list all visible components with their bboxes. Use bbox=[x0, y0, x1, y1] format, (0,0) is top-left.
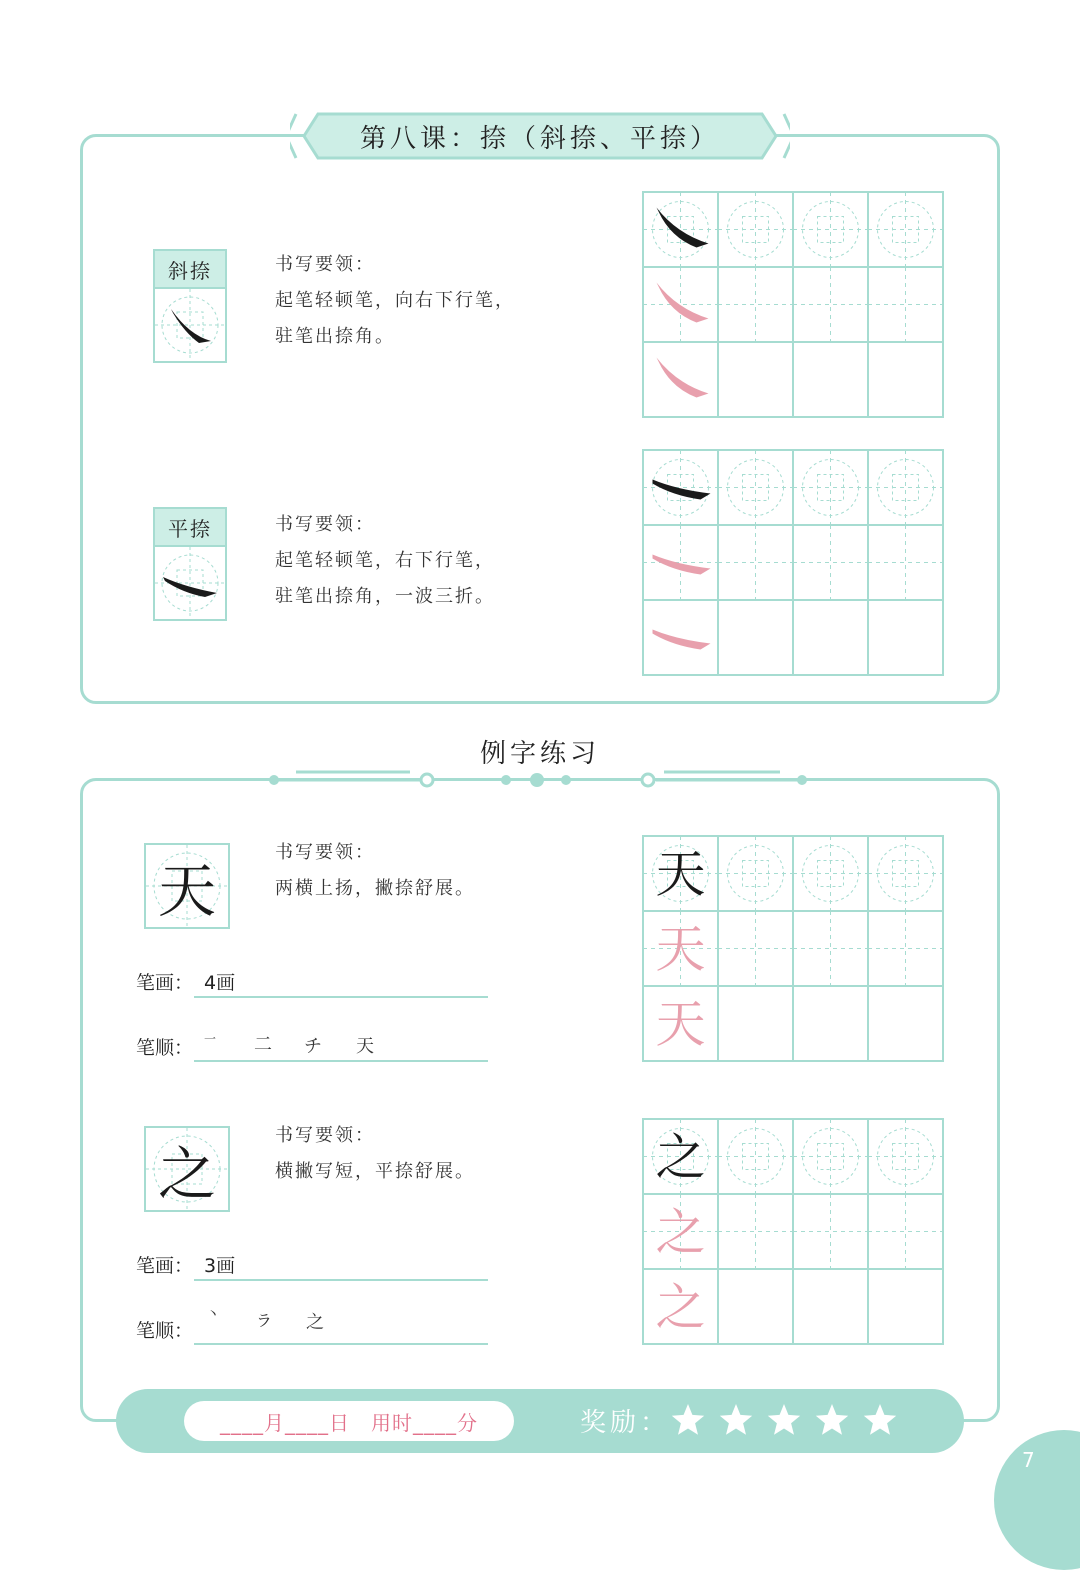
tian-grid-icon bbox=[155, 289, 225, 361]
star-icon[interactable] bbox=[720, 1404, 752, 1435]
practice-grid-ping[interactable] bbox=[642, 449, 944, 676]
practice-cell[interactable] bbox=[643, 1269, 718, 1344]
stroke-name: 斜捺 bbox=[155, 251, 225, 289]
practice-cell[interactable] bbox=[793, 911, 868, 986]
section-divider-ornament bbox=[260, 764, 820, 794]
practice-char: 天 bbox=[655, 845, 706, 904]
practice-cell[interactable] bbox=[868, 911, 943, 986]
practice-cell[interactable] bbox=[643, 342, 718, 417]
stroke-count-line bbox=[194, 996, 488, 998]
practice-cell[interactable] bbox=[718, 986, 793, 1061]
example-char-box-tian bbox=[144, 843, 230, 929]
practice-cell[interactable] bbox=[793, 1119, 868, 1194]
lesson-title-banner bbox=[290, 112, 790, 160]
stroke-count-label: 笔画： bbox=[136, 1255, 194, 1277]
reward-stars bbox=[668, 1401, 908, 1441]
reward-label: 奖励： bbox=[580, 1408, 671, 1438]
practice-char: 之 bbox=[655, 1203, 706, 1262]
practice-cell[interactable] bbox=[793, 342, 868, 417]
practice-cell[interactable] bbox=[793, 600, 868, 675]
tips-line: 驻笔出捺角。 bbox=[275, 326, 395, 347]
star-icon[interactable] bbox=[672, 1404, 704, 1435]
practice-cell[interactable] bbox=[793, 1194, 868, 1269]
stroke-order-step: 丶 bbox=[206, 1307, 220, 1323]
stroke-order-step: ラ bbox=[256, 1311, 273, 1330]
star-icon[interactable] bbox=[768, 1404, 800, 1435]
practice-cell[interactable] bbox=[793, 192, 868, 267]
practice-cell[interactable] bbox=[868, 986, 943, 1061]
practice-char: 天 bbox=[655, 920, 706, 979]
practice-cell[interactable] bbox=[718, 1194, 793, 1269]
practice-cell[interactable] bbox=[643, 986, 718, 1061]
page-number: 7 bbox=[1022, 1448, 1035, 1472]
stroke-count-line bbox=[194, 1279, 488, 1281]
practice-cell[interactable] bbox=[868, 450, 943, 525]
practice-cell[interactable] bbox=[643, 1194, 718, 1269]
stroke-order-step: 二 bbox=[254, 1034, 272, 1055]
stroke-tips-ping bbox=[275, 507, 495, 615]
practice-cell[interactable] bbox=[868, 267, 943, 342]
tips-line: 起笔轻顿笔，向右下行笔， bbox=[275, 290, 515, 311]
tips-line: 横撇写短，平捺舒展。 bbox=[275, 1161, 475, 1182]
practice-grid-tian[interactable] bbox=[642, 835, 944, 1062]
lesson-title: 第八课：捺（斜捺、平捺） bbox=[359, 123, 720, 154]
practice-cell[interactable] bbox=[643, 911, 718, 986]
practice-grid-xie[interactable] bbox=[642, 191, 944, 418]
date-time-field[interactable]: ____月____日 用时____分 bbox=[184, 1401, 514, 1441]
stroke-order-step: 一 bbox=[204, 1032, 217, 1046]
stroke-sample-cell bbox=[155, 547, 225, 619]
practice-cell[interactable] bbox=[718, 525, 793, 600]
stroke-sample-cell bbox=[155, 289, 225, 361]
stroke-order-step: チ bbox=[304, 1036, 322, 1057]
practice-cell[interactable] bbox=[718, 450, 793, 525]
practice-cell[interactable] bbox=[718, 600, 793, 675]
practice-cell[interactable] bbox=[793, 836, 868, 911]
practice-cell[interactable] bbox=[868, 1194, 943, 1269]
practice-char: 之 bbox=[655, 1278, 706, 1337]
practice-cell[interactable] bbox=[643, 450, 718, 525]
practice-cell[interactable] bbox=[643, 267, 718, 342]
practice-cell[interactable] bbox=[643, 192, 718, 267]
stroke-order-step: 天 bbox=[356, 1036, 374, 1057]
stroke-name: 平捺 bbox=[155, 509, 225, 547]
practice-grid-zhi[interactable] bbox=[642, 1118, 944, 1345]
stroke-tips-xie bbox=[275, 247, 515, 355]
practice-cell[interactable] bbox=[868, 1269, 943, 1344]
practice-cell[interactable] bbox=[718, 911, 793, 986]
practice-cell[interactable] bbox=[868, 836, 943, 911]
star-icon[interactable] bbox=[816, 1404, 848, 1435]
practice-cell[interactable] bbox=[868, 342, 943, 417]
practice-cell[interactable] bbox=[793, 267, 868, 342]
star-icon[interactable] bbox=[864, 1404, 896, 1435]
page-number-badge bbox=[994, 1430, 1080, 1570]
tips-title: 书写要领： bbox=[275, 254, 375, 275]
practice-cell[interactable] bbox=[718, 342, 793, 417]
practice-cell[interactable] bbox=[868, 192, 943, 267]
practice-cell[interactable] bbox=[643, 1119, 718, 1194]
example-char: 之 bbox=[157, 1140, 216, 1208]
practice-cell[interactable] bbox=[868, 1119, 943, 1194]
tips-line: 起笔轻顿笔，右下行笔， bbox=[275, 550, 495, 571]
practice-cell[interactable] bbox=[718, 1119, 793, 1194]
stroke-order-label: 笔顺： bbox=[136, 1320, 194, 1342]
stroke-order-line bbox=[194, 1343, 488, 1345]
practice-cell[interactable] bbox=[868, 525, 943, 600]
tips-title: 书写要领： bbox=[275, 842, 375, 863]
example-tips-tian bbox=[275, 835, 475, 907]
stroke-order-line bbox=[194, 1060, 488, 1062]
practice-cell[interactable] bbox=[718, 267, 793, 342]
practice-cell[interactable] bbox=[868, 600, 943, 675]
stroke-count-label: 笔画： bbox=[136, 972, 194, 994]
example-char-box-zhi bbox=[144, 1126, 230, 1212]
practice-cell[interactable] bbox=[718, 192, 793, 267]
stroke-count-value: 3画 bbox=[204, 1255, 236, 1277]
practice-char: 之 bbox=[655, 1128, 706, 1187]
stroke-order-label: 笔顺： bbox=[136, 1037, 194, 1059]
practice-cell[interactable] bbox=[793, 986, 868, 1061]
practice-cell[interactable] bbox=[643, 836, 718, 911]
stroke-label-box-ping bbox=[153, 507, 227, 621]
tips-title: 书写要领： bbox=[275, 1125, 375, 1146]
example-char: 天 bbox=[157, 857, 216, 925]
tian-grid-icon bbox=[155, 547, 225, 619]
practice-cell[interactable] bbox=[643, 600, 718, 675]
tips-line: 驻笔出捺角，一波三折。 bbox=[275, 586, 495, 607]
stroke-label-box-xie bbox=[153, 249, 227, 363]
practice-cell[interactable] bbox=[793, 1269, 868, 1344]
practice-cell[interactable] bbox=[793, 525, 868, 600]
practice-cell[interactable] bbox=[793, 450, 868, 525]
stroke-order-step: 之 bbox=[306, 1312, 324, 1333]
practice-cell[interactable] bbox=[718, 836, 793, 911]
tips-line: 两横上扬，撇捺舒展。 bbox=[275, 878, 475, 899]
tips-title: 书写要领： bbox=[275, 514, 375, 535]
example-tips-zhi bbox=[275, 1118, 475, 1190]
practice-char: 天 bbox=[655, 995, 706, 1054]
stroke-count-value: 4画 bbox=[204, 972, 236, 994]
practice-cell[interactable] bbox=[643, 525, 718, 600]
practice-cell[interactable] bbox=[718, 1269, 793, 1344]
section-title: 例字练习 bbox=[479, 739, 600, 769]
